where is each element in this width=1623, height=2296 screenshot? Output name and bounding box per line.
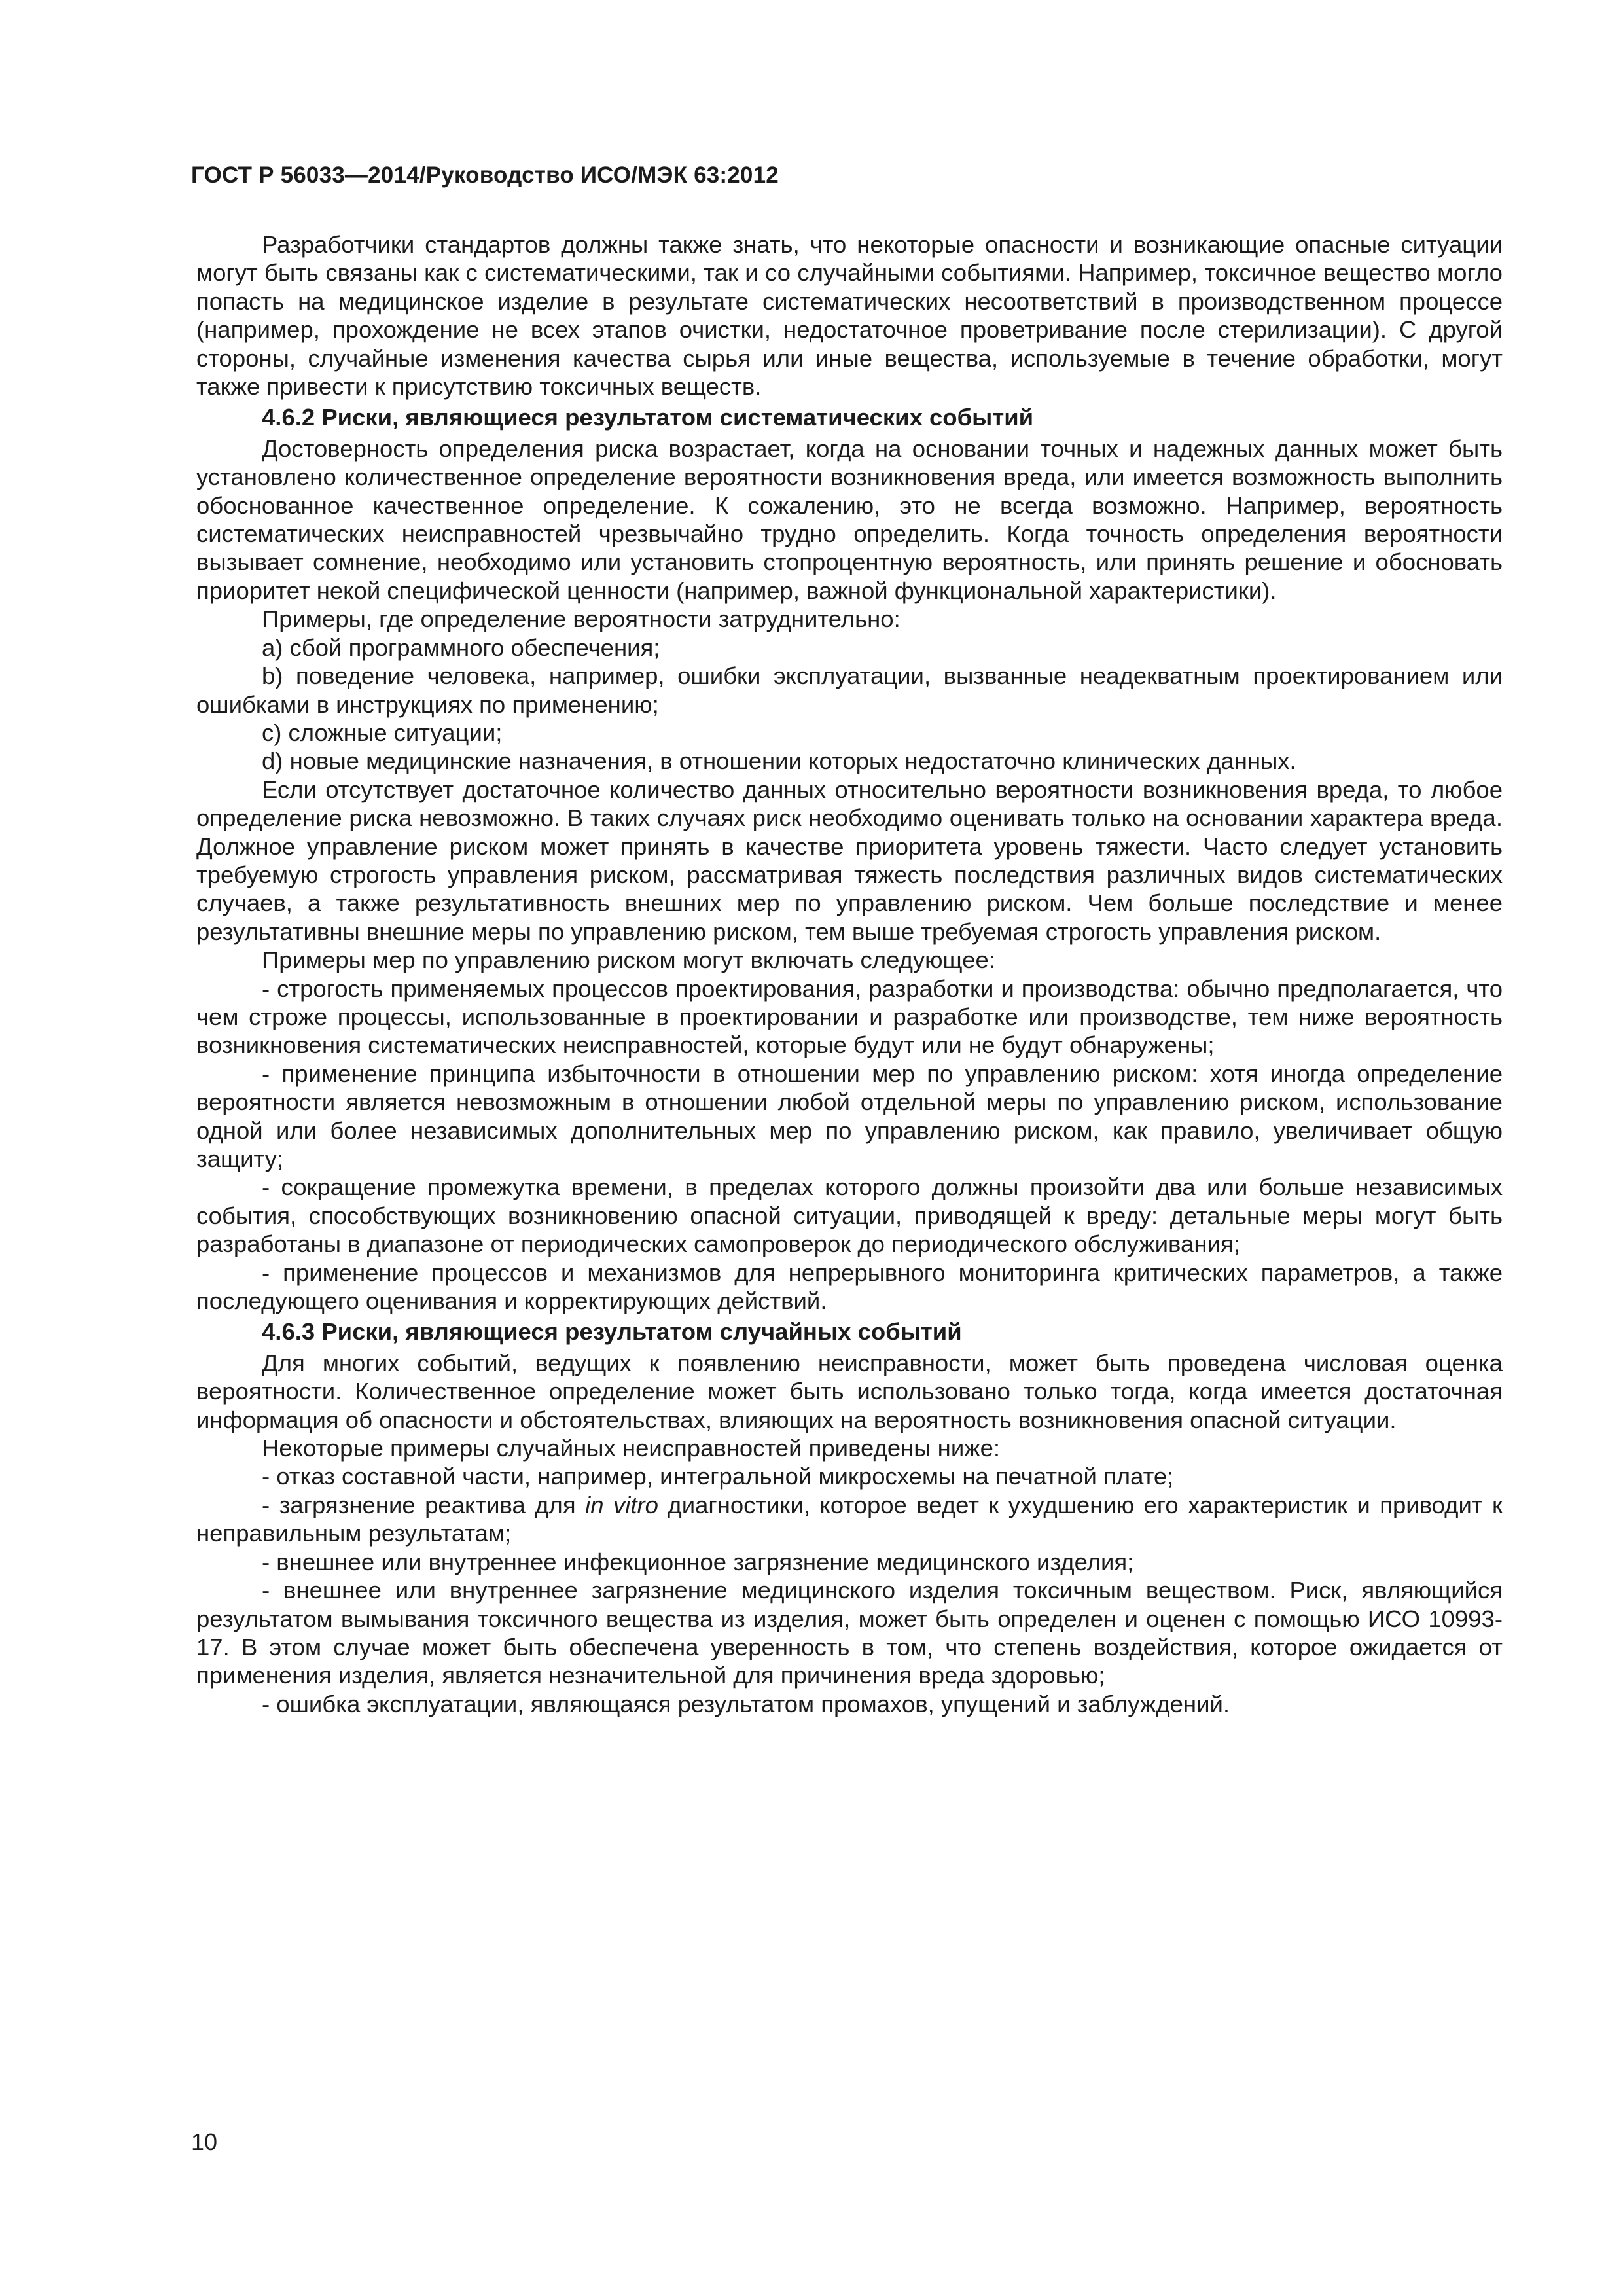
list-item: - сокращение промежутка времени, в пределах которого должны произойти два или больше независимых события, способствующих возникновению опасной ситуации, приводящей к вреду: детальные меры могут быть разработаны в диапазоне от периодических самопроверок до периодического обслуживания;	[196, 1174, 1503, 1258]
list-item: c) сложные ситуации;	[262, 719, 503, 746]
list-item: - применение процессов и механизмов для непрерывного мониторинга критических параметров, а также последующего оценивания и корректирующих действий.	[196, 1259, 1503, 1315]
paragraph: Для многих событий, ведущих к появлению неисправности, может быть проведена числовая оценка вероятности. Количественное определение может быть использовано только тогда, когда имеется достаточная информация об опасности и обстоятельствах, влияющих на вероятность возникновения опасной ситуации.	[196, 1349, 1503, 1433]
list-item: - строгость применяемых процессов проектирования, разработки и производства: обычно предполагается, что чем строже процессы, использованные в проектировании и разработке или производстве, тем ниже вероятность возникновения систематических неисправностей, которые будут или не будут обнаружены;	[196, 975, 1503, 1059]
document-body	[196, 230, 1503, 1718]
section-heading-4-6-3: 4.6.3 Риски, являющиеся результатом случайных событий	[262, 1318, 962, 1346]
paragraph: Примеры мер по управлению риском могут включать следующее:	[262, 946, 995, 974]
list-item: a) сбой программного обеспечения;	[262, 634, 660, 661]
paragraph: Достоверность определения риска возрастает, когда на основании точных и надежных данных может быть установлено количественное определение вероятности возникновения вреда, или имеется возможность выполнить обоснованное качественное определение. К сожалению, это не всегда возможно. Например, вероятность систематических неисправностей чрезвычайно трудно определить. Когда точность определения вероятности вызывает сомнение, необходимо или установить стопроцентную вероятность, или принять решение и обосновать приоритет некой специфической ценности (например, важной функциональной характеристики).	[196, 435, 1503, 604]
list-item: - внешнее или внутреннее загрязнение медицинского изделия токсичным веществом. Риск, являющийся результатом вымывания токсичного вещества из изделия, может быть определен и оценен с помощью ИСО 10993-17. В этом случае может быть обеспечена уверенность в том, что степень воздействия, которое ожидается от применения изделия, является незначительной для причинения вреда здоровью;	[196, 1577, 1503, 1689]
section-heading-4-6-2: 4.6.2 Риски, являющиеся результатом систематических событий	[262, 404, 1034, 431]
paragraph: Примеры, где определение вероятности затруднительно:	[262, 605, 901, 633]
paragraph: Если отсутствует достаточное количество данных относительно вероятности возникновения вреда, то любое определение риска невозможно. В таких случаях риск необходимо оценивать только на основании характера вреда. Должное управление риском может принять в качестве приоритета уровень тяжести. Часто следует установить требуемую строгость управления риском, рассматривая тяжесть последствия различных видов систематических случаев, а также результативность внешних мер по управлению риском. Чем больше последствие и менее результативны внешние меры по управлению риском, тем выше требуемая строгость управления риском.	[196, 776, 1503, 945]
list-item-text: диагностики, которое ведет к ухудшению его характеристик и приводит к неправильным результатам;	[196, 1491, 1503, 1547]
list-item: - применение принципа избыточности в отношении мер по управлению риском: хотя иногда определение вероятности является невозможным в отношении любой отдельной меры по управлению риском, использование одной или более независимых дополнительных мер по управлению риском, как правило, увеличивает общую защиту;	[196, 1060, 1503, 1172]
list-item: - внешнее или внутреннее инфекционное загрязнение медицинского изделия;	[262, 1548, 1134, 1575]
list-item: b) поведение человека, например, ошибки эксплуатации, вызванные неадекватным проектированием или ошибками в инструкциях по применению;	[196, 662, 1503, 718]
page-number: 10	[191, 2128, 218, 2155]
list-item	[196, 1491, 1503, 1548]
paragraph: Некоторые примеры случайных неисправностей приведены ниже:	[262, 1435, 1001, 1462]
list-item: - ошибка эксплуатации, являющаяся результатом промахов, упущений и заблуждений.	[262, 1690, 1230, 1717]
list-item-text: - загрязнение реактива для	[262, 1491, 586, 1518]
document-header: ГОСТ Р 56033—2014/Руководство ИСО/МЭК 63:2012	[191, 162, 779, 188]
paragraph: Разработчики стандартов должны также знать, что некоторые опасности и возникающие опасные ситуации могут быть связаны как с систематическими, так и со случайными событиями. Например, токсичное вещество могло попасть на медицинское изделие в результате систематических несоответствий в производственном процессе (например, прохождение не всех этапов очистки, недостаточное проветривание после стерилизации). С другой стороны, случайные изменения качества сырья или иные вещества, используемые в течение обработки, могут также привести к присутствию токсичных веществ.	[196, 231, 1503, 401]
list-item: d) новые медицинские назначения, в отношении которых недостаточно клинических данных.	[262, 747, 1296, 775]
list-item: - отказ составной части, например, интегральной микросхемы на печатной плате;	[262, 1463, 1174, 1490]
italic-term: in vitro	[585, 1491, 658, 1518]
